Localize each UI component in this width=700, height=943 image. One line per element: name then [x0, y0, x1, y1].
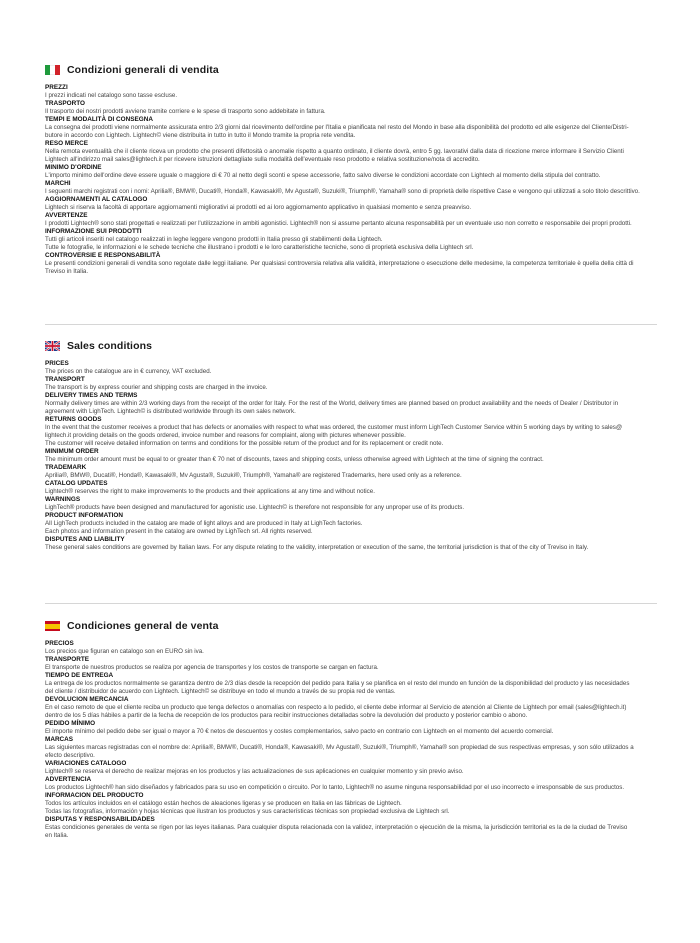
clause-text: Each photos and information present in the catalog are owned by LighTech srl. All rights reserved. [45, 528, 313, 535]
clause-text: Aprilia®, BMW®, Ducati®, Honda®, Kawasaki®, Mv Agusta®, Suzuki®, Triumph®, Yamaha® are registered Trademarks, here used only as a reference. [45, 472, 462, 479]
clause-text: Todas las fotografías, información y hojas técnicas que ilustran los productos y sus características técnicas son propiedad exclusiva de Lightech srl. [45, 808, 450, 815]
section-title: Sales conditions [67, 340, 153, 352]
uk-flag-icon [45, 341, 60, 351]
clause-heading: TEMPI E MODALITÀ DI CONSEGNA [45, 116, 153, 123]
clause-heading: ADVERTENCIA [45, 776, 92, 783]
clause-text: El transporte de nuestros productos se realiza por agencia de transportes y los costos de transporte se cargan en factura. [45, 664, 379, 671]
clause-text: agreement with LighTech. Lightech© is distributed worldwide through its own sales network. [45, 408, 296, 415]
section-spanish [45, 618, 657, 840]
clause-heading: WARNINGS [45, 496, 81, 503]
clause-text: dentro de los 5 días hábiles a partir de la fecha de recepción de los productos para recibir instrucciones detalladas sobre la devolución del producto y posterior cambio o abono. [45, 712, 528, 719]
clause-text: Normally delivery times are within 2/3 working days from the receipt of the order for Italy. For the rest of the World, delivery times are planned based on product availability and the needs of Dealer / Distributor in [45, 400, 619, 407]
clause-text: butore in accordo con Lightech. Lightech© viene distribuita in tutto in tutto il Mondo tramite la propria rete vendita. [45, 132, 356, 139]
clause-text: The prices on the catalogue are in € currency, VAT excluded. [45, 368, 212, 375]
clause-text: I seguenti marchi registrati con i nomi: Aprilia®, BMW®, Ducati®, Honda®, Kawasaki®, Mv Agusta®, Suzuki®, Triumph®, Yamaha® sono di proprietà delle rispettive Case e vengono qui utilizzati a solo titolo descrittivo. [45, 188, 640, 195]
clause-text: Le presenti condizioni generali di vendita sono regolate dalle leggi italiane. Per qualsiasi controversia relativa alla validità, interpretazione o esecuzione delle medesime, la competenza territoriale è quella della città di [45, 260, 634, 267]
clause-heading: DELIVERY TIMES AND TERMS [45, 392, 138, 399]
clause-text: The customer will receive detailed information on terms and conditions for the possible return of the product and for its replacement or credit note. [45, 440, 444, 447]
divider [45, 603, 657, 604]
clause-heading: CATALOG UPDATES [45, 480, 108, 487]
clause-heading: PRODUCT INFORMATION [45, 512, 123, 519]
clause-text: Tutti gli articoli inseriti nel catalogo realizzati in leghe leggere vengono prodotti in Italia presso gli stabilimenti della Lightech. [45, 236, 383, 243]
clause-heading: TRANSPORTE [45, 656, 90, 663]
clause-text: La entrega de los productos normalmente se garantiza dentro de 2/3 días desde la recepción del pedido para Italia y se planifica en el resto del mundo en función de la disponibilidad del producto y las necesidades [45, 680, 630, 687]
clause-heading: TRANSPORT [45, 376, 85, 383]
section-english [45, 338, 657, 552]
clause-text: Estas condiciones generales de venta se rigen por las leyes italianas. Para cualquier disputa relacionada con la validez, interpretación o ejecución de la misma, la jurisdicción territorial es la de la ciudad de Treviso [45, 824, 628, 831]
clause-text: del cliente / distribuidor de acuerdo con Lightech. Lightech© se distribuye en todo el mundo a través de su propia red de ventas. [45, 688, 396, 695]
divider [45, 324, 657, 325]
clause-heading: PREZZI [45, 84, 68, 91]
clause-text: Lightech® se reserva el derecho de realizar mejoras en los productos y las actualizaciones de sus aplicaciones en cualquier momento y sin previo aviso. [45, 768, 464, 775]
clause-heading: PRICES [45, 360, 69, 367]
clause-heading: DISPUTES AND LIABILITY [45, 536, 125, 543]
clause-text: L'importo minimo dell'ordine deve essere uguale o maggiore di € 70 al netto degli sconti e spese accessorie, fatto salvo diverse le condizioni accordate con Lightech al momento della stipula del contratto. [45, 172, 601, 179]
section-title-row [45, 338, 657, 354]
clause-heading: MARCAS [45, 736, 74, 743]
section-title-row [45, 62, 657, 78]
clause-text: Lightech all'indirizzo mail sales@lightech.it per ricevere istruzioni dettagliate sulla modalità dell'eventuale reso prodotto e relativa sostituzione/nota di accredito. [45, 156, 480, 163]
clause-heading: MINIMUM ORDER [45, 448, 99, 455]
section-italian [45, 62, 657, 276]
clause-text: efecto descriptivo. [45, 752, 95, 759]
clause-text: Lightech si riserva la facoltà di apportare aggiornamenti migliorativi ai prodotti ed ai loro aggiornamento applicativo in qualsiasi momento e senza preavviso. [45, 204, 472, 211]
spain-flag-icon [45, 621, 60, 631]
section-items [45, 360, 657, 552]
clause-text: lightech.it providing details on the goods ordered, invoice number and reasons for complaint, along with pictures whenever possible. [45, 432, 406, 439]
clause-text: El importe mínimo del pedido debe ser igual o mayor a 70 € netos de descuentos y costes complementarios, salvo pacto en contrario con Lightech en el momento del acuerdo comercial. [45, 728, 554, 735]
clause-heading: MARCHI [45, 180, 71, 187]
clause-text: Nella remota eventualità che il cliente riceva un prodotto che presenti difettosità o anomalie rispetto a quanto ordinato, il cliente dovrà, entro 5 gg. lavorativi dalla data di ricezione merce informare il Servizio Clienti [45, 148, 624, 155]
clause-text: Treviso in Italia. [45, 268, 89, 275]
section-items [45, 640, 657, 840]
italy-flag-icon [45, 65, 60, 75]
clause-text: En el caso remoto de que el cliente reciba un producto que tenga defectos o anomalías con respecto a lo pedido, el cliente debe informar al Servicio de atención al Cliente de Lightech por email (sales@lightech.it) [45, 704, 627, 711]
clause-heading: INFORMACION DEL PRODUCTO [45, 792, 144, 799]
clause-heading: INFORMAZIONE SUI PRODOTTI [45, 228, 142, 235]
clause-text: LighTech® products have been designed and manufactured for agonistic use. Lightech© is therefore not responsible for any unproper use of its products. [45, 504, 465, 511]
section-title: Condizioni generali di vendita [67, 64, 219, 76]
clause-text: The minimum order amount must be equal to or greater than € 70 net of discounts, taxes and shipping costs, unless otherwise agreed with Lightech at the time of signing the contract. [45, 456, 544, 463]
clause-heading: TRASPORTO [45, 100, 86, 107]
clause-text: Las siguientes marcas registradas con el nombre de: Aprilia®, BMW®, Ducati®, Honda®, Kawasaki®, Mv Agusta®, Suzuki®, Triumph®, Yamaha® son propiedad de sus respectivas empresas, y son sólo utilizados a [45, 744, 634, 751]
clause-heading: RESO MERCE [45, 140, 88, 147]
clause-text: The transport is by express courier and shipping costs are charged in the invoice. [45, 384, 268, 391]
clause-heading: DEVOLUCION MERCANCIA [45, 696, 129, 703]
clause-text: These general sales conditions are governed by Italian laws. For any dispute relating to the validity, interpretation or execution of the same, the territorial jurisdiction is that of the city of Treviso in Italy. [45, 544, 589, 551]
clause-heading: DISPUTAS Y RESPONSABILIDADES [45, 816, 155, 823]
clause-heading: CONTROVERSIE E RESPONSABILITÀ [45, 252, 161, 259]
clause-text: Los precios que figuran en catalogo son en EURO sin iva. [45, 648, 204, 655]
clause-text: Todos los artículos incluidos en el catálogo están hechos de aleaciones ligeras y se producen en Italia en las fábricas de Lightech. [45, 800, 402, 807]
clause-heading: TRADEMARK [45, 464, 87, 471]
clause-heading: AGGIORNAMENTI AL CATALOGO [45, 196, 148, 203]
section-items [45, 84, 657, 276]
clause-heading: RETURNS GOODS [45, 416, 102, 423]
clause-text: I prodotti Lightech® sono stati progettati e realizzati per l'utilizzazione in ambiti agonistici. Lightech® non si assume pertanto alcuna responsabilità per un eventuale uso non corretto e responsabile dei propri prodotti. [45, 220, 632, 227]
clause-text: Tutte le fotografie, le informazioni e le schede tecniche che illustrano i prodotti e le loro caratteristiche tecniche, sono di proprietà esclusiva della Lightech srl. [45, 244, 474, 251]
clause-heading: MINIMO D'ORDINE [45, 164, 102, 171]
clause-text: Il trasporto dei nostri prodotti avviene tramite corriere e le spese di trasporto sono addebitate in fattura. [45, 108, 326, 115]
section-title: Condiciones general de venta [67, 620, 219, 632]
clause-heading: AVVERTENZE [45, 212, 88, 219]
clause-text: I prezzi indicati nel catalogo sono tasse escluse. [45, 92, 178, 99]
clause-text: Lightech® reserves the right to make improvements to the products and their applications at any time and without notice. [45, 488, 375, 495]
clause-text: en Italia. [45, 832, 69, 839]
clause-text: All LighTech products included in the catalog are made of light alloys and are produced in Italy at LighTech factories. [45, 520, 363, 527]
clause-heading: VARIACIONES CATALOGO [45, 760, 127, 767]
clause-heading: PEDIDO MÍNIMO [45, 720, 96, 727]
clause-text: In the event that the customer receives a product that has defects or anomalies with respect to what was ordered, the customer must inform LighTech Customer Service within 5 working days by writing to sales@ [45, 424, 623, 431]
clause-heading: TIEMPO DE ENTREGA [45, 672, 114, 679]
section-title-row [45, 618, 657, 634]
clause-text: La consegna dei prodotti viene normalmente assicurata entro 2/3 giorni dal ricevimento dell'ordine per l'Italia e pianificata nel resto del Mondo in base alla disponibilità del prodotto ed alle esigenze del Cliente/Distri- [45, 124, 629, 131]
clause-heading: PRECIOS [45, 640, 74, 647]
clause-text: Los productos Lightech® han sido diseñados y fabricados para su uso en competición o circuito. Por lo tanto, Lightech® no asume ninguna responsabilidad por el uso incorrecto e irresponsable de sus productos. [45, 784, 625, 791]
